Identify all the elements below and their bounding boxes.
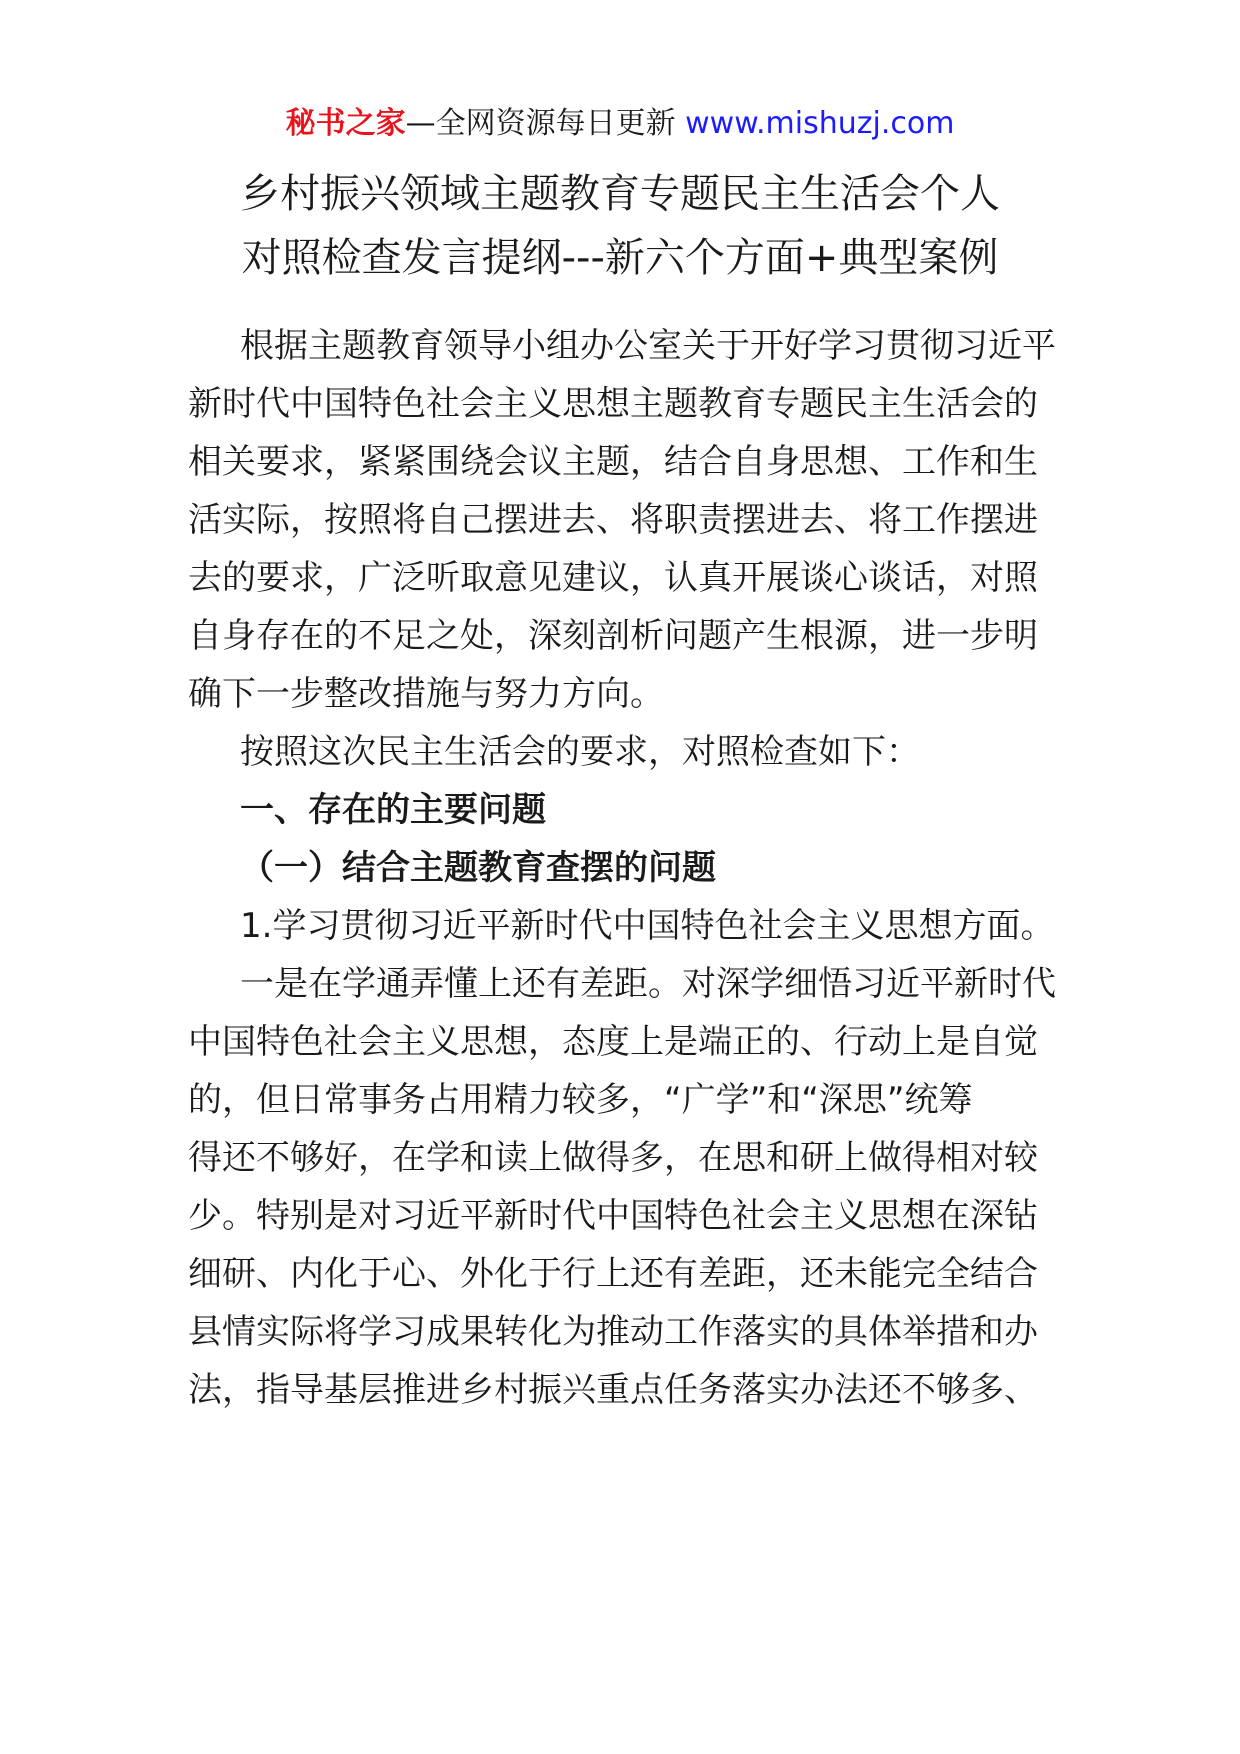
paragraph-line: 县情实际将学习成果转化为推动工作落实的具体举措和办	[188, 1312, 1038, 1352]
paragraph-line: 去的要求，广泛听取意见建议，认真开展谈心谈话，对照	[188, 558, 1038, 598]
paragraph-line: 一是在学通弄懂上还有差距。对深学细悟习近平新时代	[240, 964, 1056, 1004]
paragraph-line: 活实际，按照将自己摆进去、将职责摆进去、将工作摆进	[188, 500, 1038, 540]
paragraph-line: 细研、内化于心、外化于行上还有差距，还未能完全结合	[188, 1254, 1038, 1294]
paragraph-line: 确下一步整改措施与努力方向。	[188, 674, 664, 714]
paragraph-line: 新时代中国特色社会主义思想主题教育专题民主生活会的	[188, 384, 1038, 424]
section-heading: 一、存在的主要问题	[240, 790, 546, 830]
paragraph-line: 的，但日常事务占用精力较多，“广学”和“深思”统筹	[188, 1080, 973, 1120]
brand-name: 秘书之家	[285, 106, 406, 141]
paragraph-line: 法，指导基层推进乡村振兴重点任务落实办法还不够多、	[188, 1370, 1038, 1410]
document-title-line-1: 乡村振兴领域主题教育专题民主生活会个人	[240, 171, 1000, 217]
item-heading: 1.学习贯彻习近平新时代中国特色社会主义思想方面。	[240, 906, 1055, 946]
site-header	[0, 100, 1240, 148]
paragraph-line: 少。特别是对习近平新时代中国特色社会主义思想在深钻	[188, 1196, 1038, 1236]
document-title-line-2: 对照检查发言提纲---新六个方面+典型案例	[241, 235, 999, 281]
paragraph-line: 相关要求，紧紧围绕会议主题，结合自身思想、工作和生	[188, 442, 1038, 482]
paragraph-line: 按照这次民主生活会的要求，对照检查如下：	[240, 732, 920, 772]
header-url-link[interactable]: www.mishuzj.com	[685, 106, 955, 141]
header-tagline: —全网资源每日更新	[405, 106, 676, 141]
paragraph-line: 得还不够好，在学和读上做得多，在思和研上做得相对较	[188, 1138, 1038, 1178]
paragraph-line: 中国特色社会主义思想，态度上是端正的、行动上是自觉	[188, 1022, 1038, 1062]
paragraph-line: 根据主题教育领导小组办公室关于开好学习贯彻习近平	[240, 326, 1056, 366]
paragraph-line: 自身存在的不足之处，深刻剖析问题产生根源，进一步明	[188, 616, 1038, 656]
subsection-heading: （一）结合主题教育查摆的问题	[240, 848, 716, 888]
